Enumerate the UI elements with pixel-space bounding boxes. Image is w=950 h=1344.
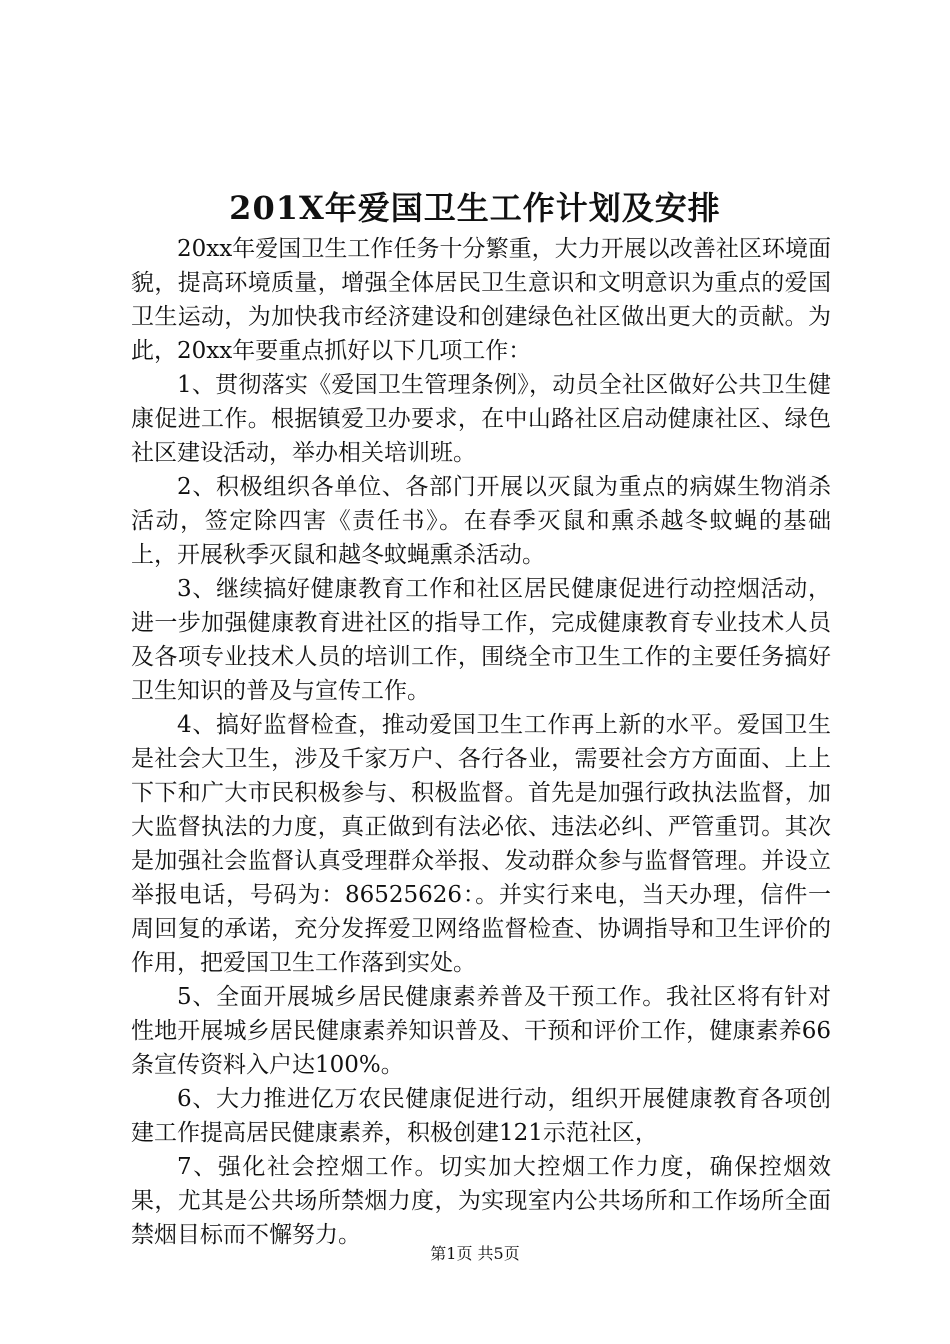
document-body [131,232,831,1252]
intro-paragraph: 20xx年爱国卫生工作任务十分繁重，大力开展以改善社区环境面貌，提高环境质量，增强全体居民卫生意识和文明意识为重点的爱国卫生运动，为加快我市经济建设和创建绿色社区做出更大的贡献。为此，20xx年要重点抓好以下几项工作： [131,236,831,364]
item-5-paragraph: 5、全面开展城乡居民健康素养普及干预工作。我社区将有针对性地开展城乡居民健康素养知识普及、干预和评价工作，健康素养66条宣传资料入户达100%。 [131,984,831,1078]
item-4-paragraph: 4、搞好监督检查，推动爱国卫生工作再上新的水平。爱国卫生是社会大卫生，涉及千家万户、各行各业，需要社会方方面面、上上下下和广大市民积极参与、积极监督。首先是加强行政执法监督，加大监督执法的力度，真正做到有法必依、违法必纠、严管重罚。其次是加强社会监督认真受理群众举报、发动群众参与监督管理。并设立举报电话，号码为：86525626：。并实行来电，当天办理，信件一周回复的承诺，充分发挥爱卫网络监督检查、协调指导和卫生评价的作用，把爱国卫生工作落到实处。 [131,712,831,976]
item-3-paragraph: 3、继续搞好健康教育工作和社区居民健康促进行动控烟活动，进一步加强健康教育进社区的指导工作，完成健康教育专业技术人员及各项专业技术人员的培训工作，围绕全市卫生工作的主要任务搞好卫生知识的普及与宣传工作。 [131,576,831,704]
page-number-footer: 第1页 共5页 [430,1244,520,1263]
item-7-paragraph: 7、强化社会控烟工作。切实加大控烟工作力度，确保控烟效果，尤其是公共场所禁烟力度，为实现室内公共场所和工作场所全面禁烟目标而不懈努力。 [131,1154,831,1248]
item-1-paragraph: 1、贯彻落实《爱国卫生管理条例》，动员全社区做好公共卫生健康促进工作。根据镇爱卫办要求，在中山路社区启动健康社区、绿色社区建设活动，举办相关培训班。 [131,372,831,466]
item-6-paragraph: 6、大力推进亿万农民健康促进行动，组织开展健康教育各项创建工作提高居民健康素养，积极创建121示范社区， [131,1086,831,1146]
document-title: 201X年爱国卫生工作计划及安排 [229,189,721,227]
item-2-paragraph: 2、积极组织各单位、各部门开展以灭鼠为重点的病媒生物消杀活动，签定除四害《责任书》。在春季灭鼠和熏杀越冬蚊蝇的基础上，开展秋季灭鼠和越冬蚊蝇熏杀活动。 [131,474,831,568]
